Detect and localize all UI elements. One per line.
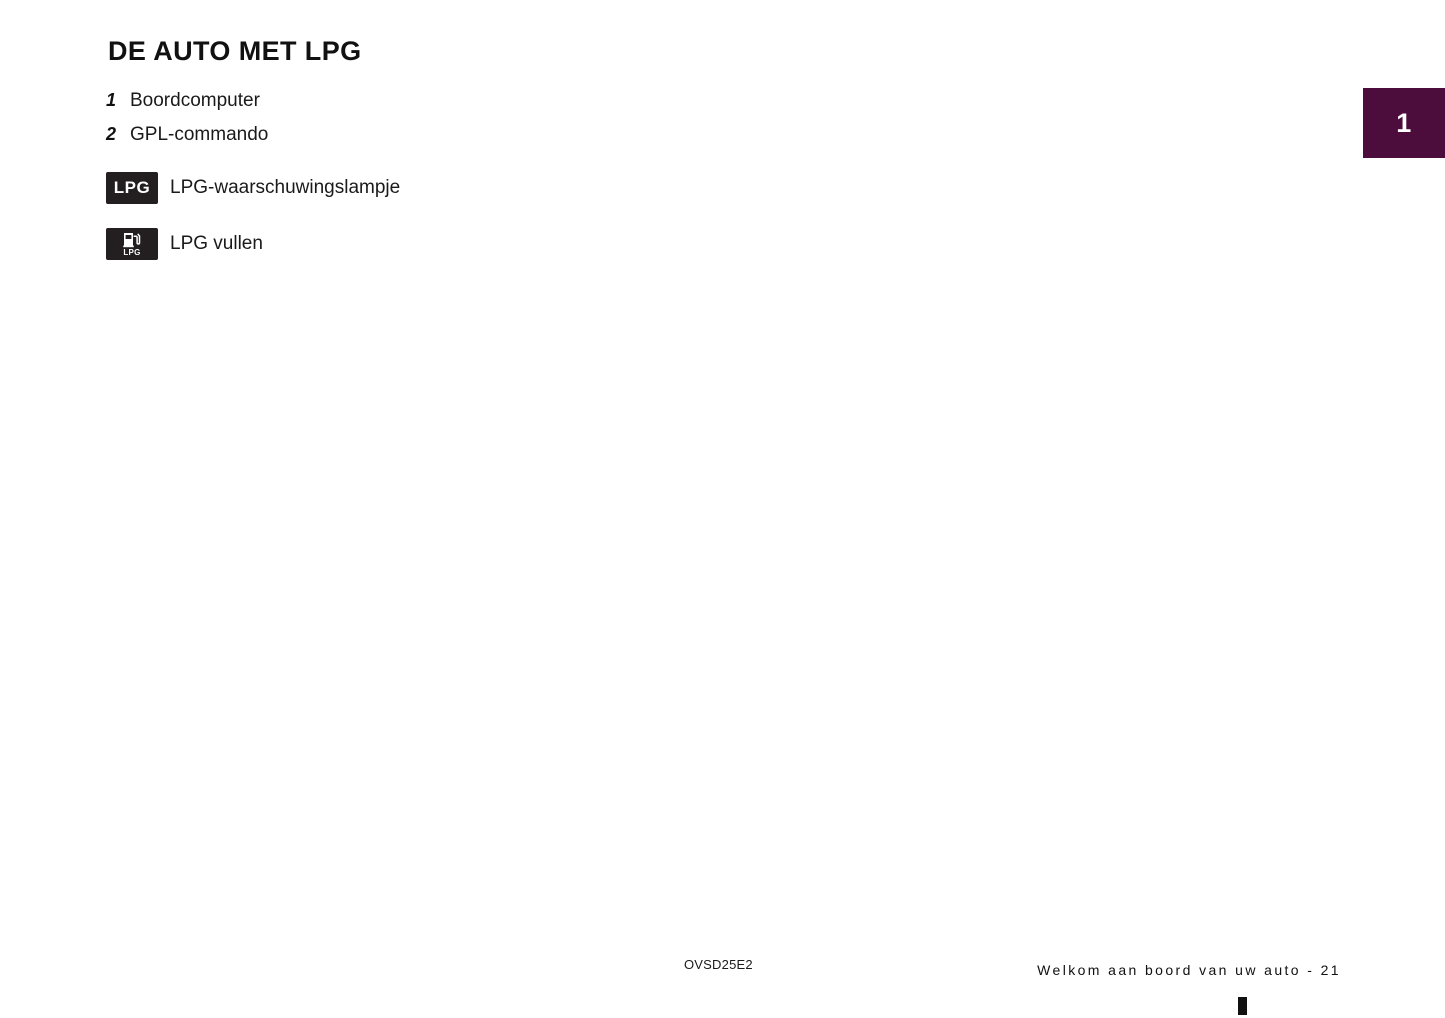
document-code: OVSD25E2 — [684, 957, 753, 972]
footer-marker — [1238, 997, 1247, 1015]
icon-item-label: LPG-waarschuwingslampje — [170, 177, 401, 198]
icon-legend-list — [106, 160, 400, 272]
lpg-text-icon: LPG — [106, 172, 158, 204]
lpg-fuel-pump-icon — [106, 228, 158, 260]
toc-item-label: GPL-commando — [130, 124, 269, 145]
icon-item-label: LPG vullen — [170, 233, 263, 254]
list-item[interactable] — [106, 90, 1006, 124]
page-title: DE AUTO MET LPG — [108, 36, 362, 66]
list-item[interactable] — [106, 216, 400, 272]
toc-item-number: 2 — [106, 124, 117, 144]
chapter-tab: 1 — [1363, 88, 1445, 158]
list-item[interactable] — [106, 160, 400, 216]
list-item[interactable] — [106, 124, 1006, 158]
table-of-contents — [106, 90, 1006, 158]
toc-item-label: Boordcomputer — [130, 90, 260, 111]
lpg-fuel-pump-icon-text: LPG — [123, 248, 141, 257]
footer-text: Welkom aan boord van uw auto - 21 — [1037, 962, 1341, 978]
toc-item-number: 1 — [106, 90, 117, 110]
